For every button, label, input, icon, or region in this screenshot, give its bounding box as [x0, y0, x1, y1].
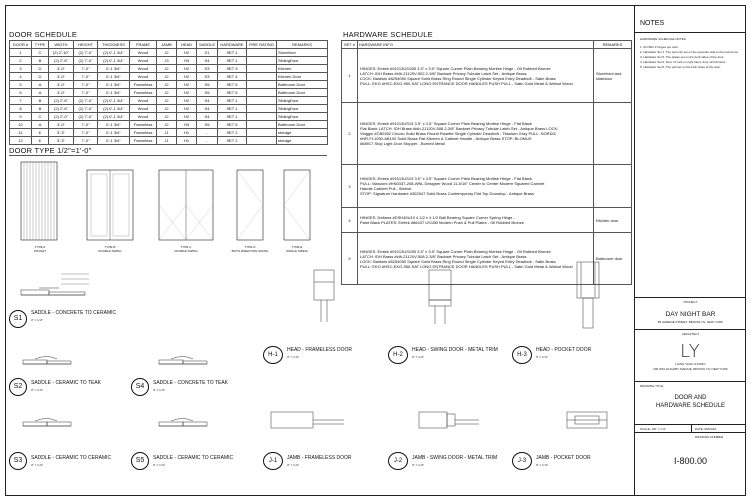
detail-j2-bubble: J-2	[388, 452, 408, 470]
door-cell: SET 2	[218, 137, 247, 145]
architect-label: ARCHITECT	[681, 332, 700, 336]
door-cell: J2	[157, 65, 177, 73]
hardware-remarks	[594, 165, 632, 208]
door-cell: Frameless	[130, 137, 157, 145]
door-type-b-sub: DOUBLE SWING	[98, 249, 122, 253]
door-cell: SET 5	[218, 81, 247, 89]
door-cell: H1	[177, 129, 197, 137]
door-cell: 4	[10, 73, 32, 81]
hardware-remarks: Bathroom door	[594, 233, 632, 285]
door-cell: (2) 7'-0"	[74, 97, 98, 105]
detail-s2-bubble: S2	[9, 378, 27, 396]
door-type-d-sub: BOTH DIRECTION SWING	[231, 249, 269, 253]
door-cell: H2	[177, 97, 197, 105]
door-cell: Frameless	[130, 129, 157, 137]
door-cell	[247, 137, 277, 145]
door-type-e-sub: SINGLE SWING	[285, 249, 308, 253]
drawing-title-label: DRAWING TITLE	[640, 384, 664, 388]
door-cell: SlidingDoor	[277, 57, 328, 65]
detail-s1-scale: 3" = 1'-0"	[31, 318, 44, 322]
door-cell: Wood	[130, 105, 157, 113]
detail-s5-title: SADDLE - CERAMIC TO CERAMIC	[153, 455, 234, 461]
door-cell: J3	[157, 57, 177, 65]
door-cell: SET 1	[218, 49, 247, 57]
detail-s2-scale: 3" = 1'-0"	[31, 388, 44, 392]
door-cell: H1	[177, 137, 197, 145]
door-row	[10, 89, 328, 97]
door-cell: Bathroom Door	[277, 121, 328, 129]
door-cell: Frameless	[130, 121, 157, 129]
door-cell: B	[32, 57, 49, 65]
hardware-schedule-title: HARDWARE SCHEDULE	[343, 30, 433, 39]
door-row	[10, 57, 328, 65]
door-cell: A	[32, 121, 49, 129]
hardware-set-number: 5	[342, 233, 358, 285]
door-cell: 11	[10, 129, 32, 137]
door-cell: B	[32, 105, 49, 113]
door-type-captions	[9, 245, 327, 259]
door-cell: 12	[10, 137, 32, 145]
door-schedule-title: DOOR SCHEDULE	[9, 30, 78, 39]
door-cell: 1	[10, 49, 32, 57]
door-schedule-table	[9, 40, 328, 145]
door-cell: J2	[157, 121, 177, 129]
door-cell: S3	[197, 65, 218, 73]
door-cell: Wood	[130, 49, 157, 57]
note-item: 1. All Offer 3 hinges per door.	[640, 45, 679, 49]
door-type-c-sub: DOUBLE SWING	[174, 249, 198, 253]
detail-h1-title: HEAD - FRAMELESS DOOR	[287, 347, 353, 353]
door-header-cell: HEAD	[177, 41, 197, 49]
door-cell: S5	[197, 121, 218, 129]
detail-h2-title: HEAD - SWING DOOR - METAL TRIM	[412, 347, 498, 353]
note-item: 3. Hardware Set 5: The plates set on the both sides of the door.	[640, 55, 725, 59]
detail-h2-bubble: H-2	[388, 346, 408, 364]
door-cell: Wood	[130, 97, 157, 105]
door-cell: J2	[157, 97, 177, 105]
door-cell	[247, 105, 277, 113]
door-type-c-label: TYPE C	[180, 245, 192, 249]
door-cell: 0'-1 3/4"	[98, 129, 130, 137]
hardware-info: HINGES: Emtek #91013US19 3.5" x 3.5" Square Corner Plain Bearing Mortise Hinge - Flat Black Flat Black LATCH: IDH Brass #idh-21120V-508 2-3/8" Backset Privacy Tubular Latch Set - Antique Brass LOCK: Viaggio #CB0352 Circolo Solid Brass Round Rosette Single Cylinder Deadbolt - Titanium Gray PULL: NORDIC #NR-FL1050-AB100 Solid Brass Flat Kitchen & Cabinet Handle - Antique Brass STOP: BLOMUS #68917 Stop Light Door Stopper - Burned Metal	[358, 103, 594, 165]
door-cell: J2	[157, 49, 177, 57]
hardware-remarks: Kitchen door	[594, 208, 632, 233]
door-cell: 0'-1 3/4"	[98, 81, 130, 89]
door-cell: S3	[197, 73, 218, 81]
door-cell: Bathroom Door	[277, 81, 328, 89]
door-cell: (2) 2'-10"	[49, 49, 74, 57]
door-cell: A	[32, 81, 49, 89]
door-cell: SET 1	[218, 105, 247, 113]
door-cell: 0'-1 3/4"	[98, 121, 130, 129]
door-cell: SET 5	[218, 89, 247, 97]
detail-h3-bubble: H-3	[512, 346, 532, 364]
door-cell: SET 2	[218, 129, 247, 137]
hardware-row	[342, 165, 632, 208]
door-cell: 7'-0"	[74, 137, 98, 145]
door-cell: (2) 7'-0"	[74, 49, 98, 57]
door-cell: (2) 2'-0"	[49, 113, 74, 121]
door-row	[10, 81, 328, 89]
hardware-schedule-header	[342, 41, 632, 49]
detail-h2-scale: 3" = 1'-0"	[412, 355, 425, 359]
drawing-title-line-1: DOOR AND	[674, 395, 707, 401]
door-cell: SET 1	[218, 57, 247, 65]
door-cell: 3	[10, 65, 32, 73]
door-cell: J2	[157, 73, 177, 81]
detail-s5-bubble: S5	[131, 452, 149, 470]
door-header-cell: HARDWARE	[218, 41, 247, 49]
door-cell: (2) 0'-1 3/4"	[98, 113, 130, 121]
door-row	[10, 73, 328, 81]
door-cell: 7'-0"	[74, 73, 98, 81]
door-cell: (2) 0'-1 3/4"	[98, 57, 130, 65]
door-row	[10, 49, 328, 57]
door-cell: SET 1	[218, 113, 247, 121]
note-item: 4. Hardware Set 2: Door 11 lock on right hand, door 12 left hand.	[640, 60, 726, 64]
door-cell: J1	[157, 129, 177, 137]
door-cell: S5	[197, 89, 218, 97]
hardware-info: HINGES: Emtek #91013US10B 3.5" x 3.5" Square Corner Plain Bearing Mortise Hinge - Oil Rubbed Bronze LATCH: IDH Brass #idh-21120V-508 2-3/8" Backset Privacy Tubular Latch Set - Antique Brass LOCK: Baldwin #8254050 Square Solid Brass Ring Round Single Cylinder Keyed Entry Deadbolt - Satin Brass PULL: EKO #HSC-EKO-950-SAT LONG ENTRANCE DOOR HANDLES PUSH PULL - Satin Gold Metal & Walnut Wood	[358, 233, 594, 285]
door-cell: S4	[197, 113, 218, 121]
door-cell: 3'-0"	[49, 121, 74, 129]
door-cell: 10	[10, 121, 32, 129]
door-cell: S1	[197, 49, 218, 57]
door-cell: storage	[277, 129, 328, 137]
hw-header-remarks: REMARKS	[594, 41, 632, 49]
door-cell: (2) 2'-6"	[49, 105, 74, 113]
door-header-cell: TYPE	[32, 41, 49, 49]
detail-j3-title: JAMB - POCKET DOOR	[536, 455, 591, 461]
hardware-set-number: 2	[342, 103, 358, 165]
door-cell: H2	[177, 105, 197, 113]
hardware-info: HINGES: Emtek #91013US10B 3.5" x 3.5" Square Corner Plain Bearing Mortise Hinge - Oil Rubbed Bronze LATCH: IDH Brass #idh-21120V-502 2-3/8" Backset Privacy Tubular Latch Set - Antique Brass LOCK: Baldwin #8254050 Square Solid Brass Ring Round Single Cylinder Keyed Entry Deadbolt - Satin Brass PULL: EKO #HSC-EKO-950-SAT LONG ENTRANCE DOOR HANDLES PUSH PULL - Satin Gold Metal & Walnut Wood	[358, 49, 594, 103]
door-cell	[247, 81, 277, 89]
door-cell: -	[197, 137, 218, 145]
door-cell: 7'-0"	[74, 121, 98, 129]
door-header-cell: JAMB	[157, 41, 177, 49]
hardware-remarks: Storefront and slidedoor	[594, 49, 632, 103]
hardware-set-number: 1	[342, 49, 358, 103]
drawing-number-label: DRAWING NUMBER	[695, 435, 724, 439]
door-cell: C	[32, 49, 49, 57]
detail-j1-title: JAMB - FRAMELESS DOOR	[287, 455, 352, 461]
door-cell: (2) 2'-6"	[49, 57, 74, 65]
detail-h3-title: HEAD - POCKET DOOR	[536, 347, 592, 353]
door-header-cell: SADDLE	[197, 41, 218, 49]
detail-j3-bubble: J-3	[512, 452, 532, 470]
door-cell: 0'-1 3/4"	[98, 65, 130, 73]
door-cell: 7'-0"	[74, 129, 98, 137]
hardware-info: HINGES: Deltana #DSH45U10 4 1/2 x 4 1/2 Ball Bearing Square Corner Spring Hinge - Paint Black PLATES: Emtek #86437 US10B Modern Push & Pull Plates - Oil Rubbed Bronze	[358, 208, 594, 233]
detail-j3-scale: 3" = 1'-0"	[536, 463, 549, 467]
door-cell: Wood	[130, 73, 157, 81]
door-type-a-label: TYPE A	[34, 245, 46, 249]
detail-j1-bubble: J-1	[263, 452, 283, 470]
door-cell: (2) 7'-0"	[74, 105, 98, 113]
door-cell: B	[32, 97, 49, 105]
hardware-set-number: 4	[342, 208, 358, 233]
door-type-e-label: TYPE E	[291, 245, 303, 249]
detail-s3-scale: 3" = 1'-0"	[31, 463, 44, 467]
door-cell: (2) 7'-0"	[74, 113, 98, 121]
door-cell: 2	[10, 57, 32, 65]
project-label: PROJECT	[683, 300, 698, 304]
door-cell: H2	[177, 73, 197, 81]
detail-j2-title: JAMB - SWING DOOR - METAL TRIM	[412, 455, 498, 461]
door-cell: 8	[10, 105, 32, 113]
door-cell: D	[32, 73, 49, 81]
door-cell: (2) 0'-1 3/4"	[98, 49, 130, 57]
detail-s5-scale: 3" = 1'-0"	[153, 463, 166, 467]
door-cell: H2	[177, 65, 197, 73]
door-cell: storage	[277, 137, 328, 145]
door-row	[10, 121, 328, 129]
door-cell	[247, 57, 277, 65]
door-cell	[247, 121, 277, 129]
door-cell: 0'-1 3/4"	[98, 89, 130, 97]
detail-j1-scale: 3" = 1'-0"	[287, 463, 300, 467]
hardware-remarks	[594, 103, 632, 165]
door-cell: SlidingDoor	[277, 113, 328, 121]
door-type-a-sub: POCKET	[33, 249, 47, 253]
door-cell: Wood	[130, 57, 157, 65]
detail-h3-scale: 3" = 1'-0"	[536, 355, 549, 359]
door-cell: 0'-1 3/4"	[98, 73, 130, 81]
notes-list	[640, 45, 742, 70]
door-cell: Kitchen Door	[277, 73, 328, 81]
door-cell: 3'-0"	[49, 81, 74, 89]
date-label: DATE: 05/04/20	[695, 427, 717, 431]
architect-address: 200 WILLOUGHBY AVENUE, BROOKLYN, NEW YORK	[653, 367, 728, 371]
title-block	[634, 5, 746, 496]
door-cell: -	[197, 129, 218, 137]
door-row	[10, 137, 328, 145]
hardware-info: HINGES: Emtek #91013US19 3.5" x 3.5" Square Corner Plain Bearing Mortise Hinge - Flat Black PULL: Manzoni #HN0337-208-WNL Designer Wood 11-5/16" Center to Center Modern Squared Cabinet Handle Cabinet Pull - Walnut STOP: Signature Hardware #302547 Solid Brass Contemporary Flat Top Doorstop - Antique Brass	[358, 165, 594, 208]
detail-s3-bubble: S3	[9, 452, 27, 470]
door-header-cell: THICKNESS	[98, 41, 130, 49]
door-cell: 7'-0"	[74, 65, 98, 73]
project-name: DAY NIGHT BAR	[665, 311, 716, 318]
door-cell: Wood	[130, 65, 157, 73]
note-item: 5. Hardware Set 5: The pull set on the both sides of the door.	[640, 65, 721, 69]
door-cell: H3	[177, 121, 197, 129]
door-cell: J2	[157, 113, 177, 121]
door-cell: S4	[197, 57, 218, 65]
hardware-row	[342, 49, 632, 103]
door-cell: Bathroom Door	[277, 89, 328, 97]
notes-subtitle: HARDWARE SCHEDULE NOTES	[640, 37, 686, 41]
note-item: 2. Hardware Set 1: The pull only set on the opposite side to the lock items.	[640, 50, 739, 54]
door-cell: J2	[157, 105, 177, 113]
door-cell: 7'-0"	[74, 89, 98, 97]
door-cell: H2	[177, 49, 197, 57]
detail-s4-bubble: S4	[131, 378, 149, 396]
door-cell: H2	[177, 81, 197, 89]
door-header-cell: WIDTH	[49, 41, 74, 49]
door-cell	[247, 129, 277, 137]
hardware-schedule-table	[341, 40, 632, 285]
door-cell: S4	[197, 97, 218, 105]
door-cell: 0'-1 3/4"	[98, 137, 130, 145]
door-header-cell: FRAME	[130, 41, 157, 49]
door-cell: SET 3	[218, 65, 247, 73]
door-row	[10, 97, 328, 105]
detail-h1-bubble: H-1	[263, 346, 283, 364]
hardware-row	[342, 103, 632, 165]
door-cell: 9	[10, 113, 32, 121]
door-cell: 7	[10, 97, 32, 105]
door-cell: 5	[10, 81, 32, 89]
door-cell: D	[32, 65, 49, 73]
door-cell	[247, 65, 277, 73]
architect-name: LIANG YANG STUDIO	[675, 362, 706, 366]
door-cell: Storefront	[277, 49, 328, 57]
door-cell: (2) 2'-6"	[49, 97, 74, 105]
door-cell: Kitchen	[277, 65, 328, 73]
hardware-row	[342, 208, 632, 233]
door-header-cell: HEIGHT	[74, 41, 98, 49]
door-cell: SlidingDoor	[277, 105, 328, 113]
detail-s1-bubble: S1	[9, 310, 27, 328]
door-cell: SlidingDoor	[277, 97, 328, 105]
door-cell: (2) 0'-1 3/4"	[98, 105, 130, 113]
door-cell: Frameless	[130, 81, 157, 89]
detail-h1-scale: 3" = 1'-0"	[287, 355, 300, 359]
door-cell: 3'-3"	[49, 137, 74, 145]
door-cell	[247, 89, 277, 97]
door-cell: 3'-3"	[49, 129, 74, 137]
hw-header-set: SET #	[342, 41, 358, 49]
hw-header-info: HARDWARE INFO	[358, 41, 594, 49]
scale-label: SCALE: 1/8" = 1'-0"	[640, 427, 667, 431]
detail-s3-title: SADDLE - CERAMIC TO CERAMIC	[31, 455, 112, 461]
door-type-b-label: TYPE B	[104, 245, 116, 249]
door-cell: (2) 0'-1 3/4"	[98, 97, 130, 105]
door-cell: E	[32, 129, 49, 137]
detail-s4-scale: 3" = 1'-0"	[153, 388, 166, 392]
door-cell	[247, 97, 277, 105]
door-cell: J2	[157, 89, 177, 97]
door-cell: C	[32, 113, 49, 121]
door-cell: 6	[10, 89, 32, 97]
door-header-cell: FIRE RATING	[247, 41, 277, 49]
door-row	[10, 105, 328, 113]
door-cell: 3'-0"	[49, 89, 74, 97]
door-cell: 3'-0"	[49, 73, 74, 81]
door-cell: Frameless	[130, 89, 157, 97]
detail-j2-scale: 3" = 1'-0"	[412, 463, 425, 467]
door-cell: Wood	[130, 113, 157, 121]
detail-s2-title: SADDLE - CERAMIC TO TEAK	[31, 380, 102, 386]
door-cell: 3'-0"	[49, 65, 74, 73]
project-address: 85 GREENE STREET, BROOKLYN, NEW YORK	[657, 320, 724, 324]
hardware-set-number: 3	[342, 165, 358, 208]
door-cell: H3	[177, 57, 197, 65]
door-cell	[247, 113, 277, 121]
door-cell: H2	[177, 113, 197, 121]
door-schedule-header	[10, 41, 328, 49]
drawing-number: I-800.00	[673, 456, 708, 466]
drawing-title-line-2: HARDWARE SCHEDULE	[655, 403, 726, 409]
door-cell: J2	[157, 81, 177, 89]
door-cell: SET 1	[218, 97, 247, 105]
door-cell: J1	[157, 137, 177, 145]
door-cell: A	[32, 89, 49, 97]
door-cell: SET 4	[218, 73, 247, 81]
door-header-cell: REMARKS	[277, 41, 328, 49]
door-type-d-label: TYPE D	[244, 245, 256, 249]
door-cell: S4	[197, 105, 218, 113]
door-cell	[247, 73, 277, 81]
detail-s4-title: SADDLE - CONCRETE TO TEAK	[153, 380, 229, 386]
door-row	[10, 113, 328, 121]
door-cell: SET 5	[218, 121, 247, 129]
door-cell: S5	[197, 81, 218, 89]
door-cell: E	[32, 137, 49, 145]
door-cell: (2) 7'-0"	[74, 57, 98, 65]
door-cell: H2	[177, 89, 197, 97]
door-row	[10, 65, 328, 73]
architect-logo: LY	[680, 341, 701, 362]
detail-s1-title: SADDLE - CONCRETE TO CERAMIC	[31, 310, 117, 316]
notes-title: NOTES	[640, 20, 665, 27]
door-cell: 7'-0"	[74, 81, 98, 89]
door-type-title: DOOR TYPE 1/2"=1'-0"	[9, 146, 92, 155]
door-cell	[247, 49, 277, 57]
door-header-cell: DOOR #	[10, 41, 32, 49]
door-row	[10, 129, 328, 137]
